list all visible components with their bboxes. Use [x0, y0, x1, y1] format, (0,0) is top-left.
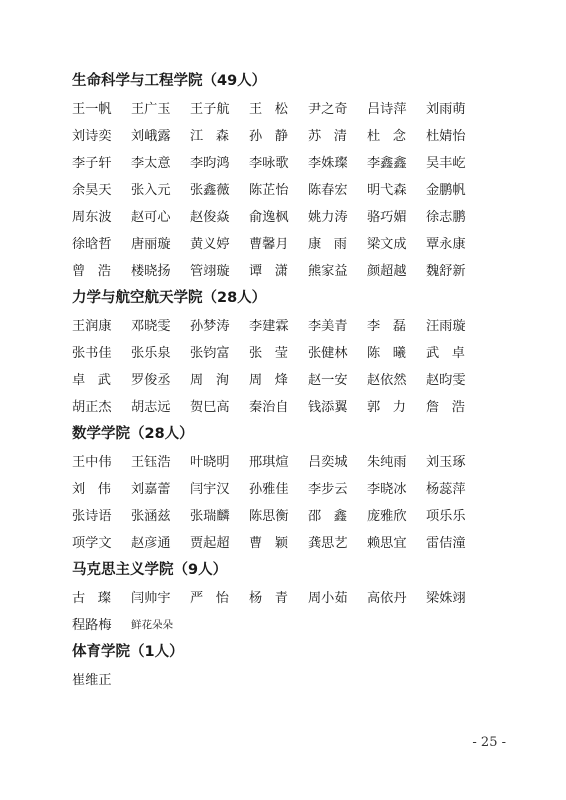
- person-name: 吕诗萍: [367, 102, 407, 117]
- person-name: 陈曦: [367, 346, 419, 361]
- person-name: 高依丹: [367, 591, 407, 606]
- person-name: 杜念: [367, 129, 419, 144]
- person-name: 王一帆: [72, 102, 112, 117]
- person-name: 俞逸枫: [249, 210, 289, 225]
- page-number: - 25 -: [472, 735, 506, 750]
- person-name: 刘雨萌: [426, 102, 466, 117]
- person-name: 王广玉: [131, 102, 171, 117]
- person-name: 钱添翼: [308, 400, 348, 415]
- person-name: 赵一安: [308, 373, 348, 388]
- person-name: 贺巳高: [190, 400, 230, 415]
- name-list: [72, 585, 512, 639]
- person-name: 邢琪煊: [249, 455, 289, 470]
- person-name: 詹浩: [426, 400, 478, 415]
- person-name: 骆巧媚: [367, 210, 407, 225]
- person-name: 刘嘉蕾: [131, 482, 171, 497]
- section-title: 数学学院（28人）: [72, 426, 194, 442]
- person-name: 周东波: [72, 210, 112, 225]
- section-title: 生命科学与工程学院（49人）: [72, 73, 267, 89]
- person-name: 李鑫鑫: [367, 156, 407, 171]
- person-name: 王中伟: [72, 455, 112, 470]
- person-name: 赵昀雯: [426, 373, 466, 388]
- person-name: 余昊天: [72, 183, 112, 198]
- person-name: 闫宇汉: [190, 482, 230, 497]
- person-name: 唐丽璇: [131, 237, 171, 252]
- person-name: 苏清: [308, 129, 360, 144]
- person-name: 徐志鹏: [426, 210, 466, 225]
- person-name: 王松: [249, 102, 301, 117]
- person-name: 赵可心: [131, 210, 171, 225]
- person-name: 武卓: [426, 346, 478, 361]
- person-name: 胡志远: [131, 400, 171, 415]
- person-name: 陈春宏: [308, 183, 348, 198]
- person-name: 秦治自: [249, 400, 289, 415]
- section-title: 力学与航空航天学院（28人）: [72, 290, 267, 306]
- person-name: 李昀鸿: [190, 156, 230, 171]
- person-name: 邓晓雯: [131, 319, 171, 334]
- person-name: 曹馨月: [249, 237, 289, 252]
- person-name: 叶晓明: [190, 455, 230, 470]
- person-name: 张鑫薇: [190, 183, 230, 198]
- person-name: 张健林: [308, 346, 348, 361]
- person-name: 梁文成: [367, 237, 407, 252]
- person-name: 李建霖: [249, 319, 289, 334]
- person-name: 颜超越: [367, 264, 407, 279]
- person-name: 曹颖: [249, 536, 301, 551]
- person-name: 李咏歌: [249, 156, 289, 171]
- person-name: 贾起超: [190, 536, 230, 551]
- person-name: 卓武: [72, 373, 124, 388]
- person-name: 曾浩: [72, 264, 124, 279]
- name-list: [72, 667, 512, 694]
- person-name: 刘诗奕: [72, 129, 112, 144]
- person-name: 魏舒新: [426, 264, 466, 279]
- person-name: 张瑞麟: [190, 509, 230, 524]
- name-list: [72, 313, 512, 421]
- person-name: 杜婧怡: [426, 129, 466, 144]
- person-name: 梁姝翊: [426, 591, 466, 606]
- person-name: 张莹: [249, 346, 301, 361]
- section-title: 马克思主义学院（9人）: [72, 562, 228, 578]
- person-name: 孙梦涛: [190, 319, 230, 334]
- name-list: [72, 449, 512, 557]
- person-name: 胡正杰: [72, 400, 112, 415]
- person-name: 刘峨露: [131, 129, 171, 144]
- person-name: 程路梅: [72, 618, 112, 633]
- person-name: 谭潇: [249, 264, 301, 279]
- person-name: 吕奕城: [308, 455, 348, 470]
- person-name: 李步云: [308, 482, 348, 497]
- person-name: 王子航: [190, 102, 230, 117]
- person-name: 崔维正: [72, 673, 112, 688]
- person-name: 张涵兹: [131, 509, 171, 524]
- person-name: 严怡: [190, 591, 242, 606]
- person-name: 黄义婷: [190, 237, 230, 252]
- person-name: 朱纯雨: [367, 455, 407, 470]
- person-name: 雷佶潼: [426, 536, 466, 551]
- person-name: 楼晓扬: [131, 264, 171, 279]
- person-name: 周小茹: [308, 591, 348, 606]
- section-title: 体育学院（1人）: [72, 644, 184, 660]
- college-section: [72, 643, 512, 694]
- person-name: 李美青: [308, 319, 348, 334]
- person-name: 刘伟: [72, 482, 124, 497]
- college-section: [72, 425, 512, 557]
- person-name: 龚思艺: [308, 536, 348, 551]
- person-name: 汪雨璇: [426, 319, 466, 334]
- college-section: [72, 289, 512, 421]
- person-name: 李磊: [367, 319, 419, 334]
- person-name: 罗俊丞: [131, 373, 171, 388]
- person-name: 赵俊焱: [190, 210, 230, 225]
- person-name: 郭力: [367, 400, 419, 415]
- person-name: 刘玉琢: [426, 455, 466, 470]
- person-name: 张诗语: [72, 509, 112, 524]
- person-name: 覃永康: [426, 237, 466, 252]
- person-name: 张入元: [131, 183, 171, 198]
- name-list: [72, 96, 512, 285]
- person-name: 邵鑫: [308, 509, 360, 524]
- person-name: 康雨: [308, 237, 360, 252]
- person-name: 周洵: [190, 373, 242, 388]
- person-name: 张乐泉: [131, 346, 171, 361]
- person-name: 李太意: [131, 156, 171, 171]
- person-name: 陈芷怡: [249, 183, 289, 198]
- document-body: [72, 72, 512, 698]
- person-name: 陈思衡: [249, 509, 289, 524]
- person-name: 闫帅宇: [131, 591, 171, 606]
- college-section: [72, 72, 512, 285]
- person-name: 周烽: [249, 373, 301, 388]
- person-name: 张书佳: [72, 346, 112, 361]
- person-name: 庞雅欣: [367, 509, 407, 524]
- person-name: 管翊璇: [190, 264, 230, 279]
- person-name: 赵彦通: [131, 536, 171, 551]
- person-name: 杨蕊萍: [426, 482, 466, 497]
- person-name: 孙雅佳: [249, 482, 289, 497]
- person-name: 项学文: [72, 536, 112, 551]
- college-section: [72, 561, 512, 639]
- person-name: 明弋森: [367, 183, 407, 198]
- person-name: 古璨: [72, 591, 124, 606]
- person-name: 杨青: [249, 591, 301, 606]
- person-name: 项乐乐: [426, 509, 466, 524]
- person-name: 赵依然: [367, 373, 407, 388]
- person-name: 孙静: [249, 129, 301, 144]
- person-name: 江森: [190, 129, 242, 144]
- person-name: 金鹏帆: [426, 183, 466, 198]
- person-name: 李子轩: [72, 156, 112, 171]
- person-name: 鲜花朵朵: [131, 619, 173, 631]
- person-name: 赖思宜: [367, 536, 407, 551]
- person-name: 李晓冰: [367, 482, 407, 497]
- person-name: 王钰浩: [131, 455, 171, 470]
- person-name: 尹之奇: [308, 102, 348, 117]
- person-name: 张钧富: [190, 346, 230, 361]
- person-name: 姚力涛: [308, 210, 348, 225]
- person-name: 吴丰屹: [426, 156, 466, 171]
- person-name: 熊家益: [308, 264, 348, 279]
- person-name: 王润康: [72, 319, 112, 334]
- person-name: 徐晗哲: [72, 237, 112, 252]
- person-name: 李姝璨: [308, 156, 348, 171]
